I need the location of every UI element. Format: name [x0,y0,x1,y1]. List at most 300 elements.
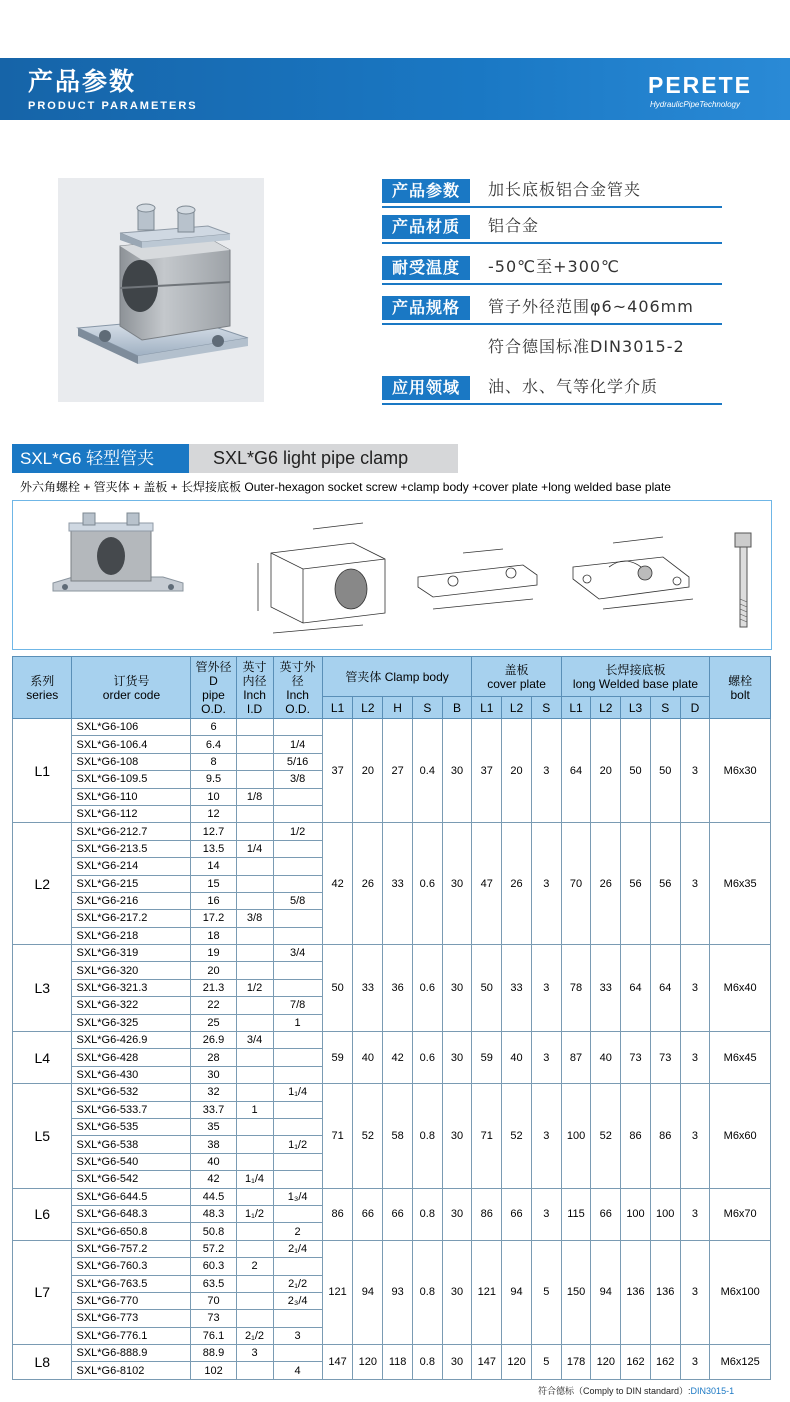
inch-od-cell: 3/8 [273,771,322,788]
order-code-cell: SXL*G6-108 [72,753,191,770]
inch-od-cell: 1₃/4 [273,1188,322,1205]
dimension-cell: 0.4 [412,719,442,823]
dimension-cell: 42 [383,1032,413,1084]
col-inch-id: 英寸 内径 Inch I.D [236,657,273,719]
inch-id-cell [236,1240,273,1257]
subcol-11: S [650,697,680,719]
bolt-cell: M6x100 [710,1240,771,1344]
dimension-cell: 71 [472,1084,502,1188]
table-row [13,1240,771,1257]
inch-od-cell [273,1310,322,1327]
dimension-cell: 30 [442,1084,472,1188]
inch-od-cell [273,858,322,875]
inch-id-cell [236,823,273,840]
dimension-cell: 178 [561,1345,591,1380]
inch-id-cell [236,1275,273,1292]
pipe-od-cell: 13.5 [191,840,236,857]
inch-id-cell: 1 [236,1101,273,1118]
subcol-8: L1 [561,697,591,719]
order-code-cell: SXL*G6-212.7 [72,823,191,840]
inch-od-cell [273,1032,322,1049]
pipe-od-cell: 12 [191,805,236,822]
dimension-cell: 73 [650,1032,680,1084]
dimension-cell: 3 [531,1032,561,1084]
series-cell: L8 [13,1345,72,1380]
inch-id-cell [236,1362,273,1379]
dimension-cell: 0.8 [412,1240,442,1344]
inch-id-cell: 3/4 [236,1032,273,1049]
dimension-cell: 3 [680,945,710,1032]
dimension-cell: 40 [591,1032,621,1084]
inch-id-cell [236,1014,273,1031]
dimension-cell: 162 [621,1345,651,1380]
param-value-temperature: -50℃至+300℃ [488,257,621,276]
series-cell: L6 [13,1188,72,1240]
dimension-cell: 3 [531,1084,561,1188]
dimension-cell: 33 [383,823,413,945]
inch-id-cell [236,1066,273,1083]
dimension-cell: 147 [472,1345,502,1380]
dimension-cell: 33 [591,945,621,1032]
order-code-cell: SXL*G6-110 [72,788,191,805]
pipe-od-cell: 40 [191,1153,236,1170]
dimension-cell: 3 [680,1084,710,1188]
banner-title-cn: 产品参数 [28,67,137,96]
subcol-0: L1 [322,697,353,719]
pipe-od-cell: 6 [191,719,236,736]
inch-id-cell [236,1118,273,1135]
pipe-od-cell: 25 [191,1014,236,1031]
dimension-cell: 94 [591,1240,621,1344]
col-group-cover-plate: 盖板 cover plate [472,657,561,697]
inch-od-cell: 1/4 [273,736,322,753]
order-code-cell: SXL*G6-763.5 [72,1275,191,1292]
inch-id-cell [236,858,273,875]
dimension-cell: 115 [561,1188,591,1240]
bolt-cell: M6x30 [710,719,771,823]
col-group-base-plate: 长焊接底板 long Welded base plate [561,657,710,697]
param-standard: 符合德国标准DIN3015-2 [488,337,685,356]
inch-id-cell [236,1310,273,1327]
inch-od-cell: 3 [273,1327,322,1344]
series-cell: L5 [13,1084,72,1188]
dimension-cell: 52 [591,1084,621,1188]
cover-plate-drawing [418,549,537,609]
product-photo [58,178,264,402]
dimension-cell: 3 [680,1032,710,1084]
table-row [13,1345,771,1362]
dimension-cell: 33 [353,945,383,1032]
inch-od-cell [273,1066,322,1083]
bolt-drawing [735,533,751,627]
dimension-cell: 50 [472,945,502,1032]
order-code-cell: SXL*G6-109.5 [72,771,191,788]
dimension-cell: 0.6 [412,945,442,1032]
inch-od-cell: 1 [273,1014,322,1031]
header-banner [0,58,790,120]
inch-id-cell [236,1223,273,1240]
pipe-od-cell: 44.5 [191,1188,236,1205]
dimension-cell: 30 [442,719,472,823]
inch-id-cell: 1/4 [236,840,273,857]
inch-od-cell [273,805,322,822]
dimension-cell: 94 [353,1240,383,1344]
order-code-cell: SXL*G6-106 [72,719,191,736]
pipe-od-cell: 42 [191,1171,236,1188]
inch-od-cell [273,788,322,805]
dimension-cell: 30 [442,945,472,1032]
dimension-cell: 120 [591,1345,621,1380]
inch-od-cell: 7/8 [273,997,322,1014]
pipe-od-cell: 8 [191,753,236,770]
table-row [13,945,771,962]
dimension-cell: 71 [322,1084,353,1188]
order-code-cell: SXL*G6-644.5 [72,1188,191,1205]
dimension-cell: 0.6 [412,823,442,945]
inch-id-cell [236,1188,273,1205]
dimension-cell: 87 [561,1032,591,1084]
dimension-cell: 64 [561,719,591,823]
dimension-cell: 150 [561,1240,591,1344]
dimension-cell: 59 [322,1032,353,1084]
dimension-cell: 3 [680,823,710,945]
order-code-cell: SXL*G6-216 [72,892,191,909]
dimension-cell: 3 [531,823,561,945]
bolt-cell: M6x60 [710,1084,771,1188]
pipe-od-cell: 76.1 [191,1327,236,1344]
pipe-od-cell: 38 [191,1136,236,1153]
dimension-cell: 86 [650,1084,680,1188]
col-order-code: 订货号 order code [72,657,191,719]
banner-title-en: PRODUCT PARAMETERS [28,100,198,112]
dimension-cell: 5 [531,1240,561,1344]
inch-id-cell [236,962,273,979]
col-bolt: 螺栓 bolt [710,657,771,719]
subcol-4: B [442,697,472,719]
bolt-cell: M6x125 [710,1345,771,1380]
pipe-od-cell: 21.3 [191,979,236,996]
order-code-cell: SXL*G6-8102 [72,1362,191,1379]
pipe-od-cell: 19 [191,945,236,962]
dimension-cell: 37 [472,719,502,823]
pipe-od-cell: 22 [191,997,236,1014]
order-code-cell: SXL*G6-325 [72,1014,191,1031]
table-row [13,823,771,840]
dimension-cell: 3 [680,1240,710,1344]
pipe-od-cell: 88.9 [191,1345,236,1362]
inch-id-cell: 1₁/2 [236,1205,273,1222]
dimension-cell: 100 [561,1084,591,1188]
dimension-cell: 20 [502,719,532,823]
dimension-cell: 94 [502,1240,532,1344]
dimension-cell: 33 [502,945,532,1032]
inch-id-cell [236,927,273,944]
inch-id-cell [236,875,273,892]
inch-od-cell: 5/16 [273,753,322,770]
param-row-material [382,212,722,244]
inch-id-cell [236,736,273,753]
inch-od-cell [273,979,322,996]
inch-od-cell [273,1049,322,1066]
order-code-cell: SXL*G6-535 [72,1118,191,1135]
series-cell: L1 [13,719,72,823]
order-code-cell: SXL*G6-218 [72,927,191,944]
dimension-cell: 66 [353,1188,383,1240]
order-code-cell: SXL*G6-532 [72,1084,191,1101]
inch-od-cell [273,1345,322,1362]
order-code-cell: SXL*G6-540 [72,1153,191,1170]
series-cell: L3 [13,945,72,1032]
order-code-cell: SXL*G6-776.1 [72,1327,191,1344]
bolt-cell: M6x70 [710,1188,771,1240]
order-code-cell: SXL*G6-217.2 [72,910,191,927]
inch-od-cell [273,875,322,892]
pipe-od-cell: 35 [191,1118,236,1135]
pipe-od-cell: 60.3 [191,1258,236,1275]
pipe-od-cell: 73 [191,1310,236,1327]
subcol-1: L2 [353,697,383,719]
dimension-cell: 20 [353,719,383,823]
pipe-od-cell: 12.7 [191,823,236,840]
footer-standard: DIN3015-1 [690,1386,735,1396]
param-value-type: 加长底板铝合金管夹 [488,180,642,199]
inch-id-cell [236,719,273,736]
inch-od-cell: 1₁/4 [273,1084,322,1101]
inch-id-cell: 3/8 [236,910,273,927]
dimension-cell: 30 [442,823,472,945]
brand-logo: PERETE [648,72,753,98]
subcol-9: L2 [591,697,621,719]
dimension-cell: 40 [353,1032,383,1084]
subcol-7: S [531,697,561,719]
order-code-cell: SXL*G6-106.4 [72,736,191,753]
order-code-cell: SXL*G6-542 [72,1171,191,1188]
subcol-12: D [680,697,710,719]
dimension-cell: 40 [502,1032,532,1084]
brand-logo-subtitle: HydraulicPipeTechnology [650,100,740,109]
dimension-cell: 147 [322,1345,353,1380]
dimension-cell: 42 [322,823,353,945]
dimension-cell: 66 [502,1188,532,1240]
dimension-cell: 30 [442,1345,472,1380]
param-value-material: 铝合金 [488,216,540,235]
pipe-od-cell: 63.5 [191,1275,236,1292]
dimension-cell: 3 [680,1345,710,1380]
bolt-cell: M6x45 [710,1032,771,1084]
order-code-cell: SXL*G6-215 [72,875,191,892]
inch-id-cell [236,771,273,788]
bolt-cell: M6x35 [710,823,771,945]
dimension-cell: 20 [591,719,621,823]
inch-od-cell [273,1205,322,1222]
table-row [13,1032,771,1049]
param-row-temperature [382,253,722,285]
inch-od-cell: 1₁/2 [273,1136,322,1153]
order-code-cell: SXL*G6-648.3 [72,1205,191,1222]
order-code-cell: SXL*G6-428 [72,1049,191,1066]
table-row [13,719,771,736]
pipe-od-cell: 17.2 [191,910,236,927]
order-code-cell: SXL*G6-773 [72,1310,191,1327]
pipe-od-cell: 30 [191,1066,236,1083]
inch-id-cell [236,997,273,1014]
dimension-cell: 26 [502,823,532,945]
dimension-cell: 86 [322,1188,353,1240]
inch-id-cell: 1/8 [236,788,273,805]
dimension-cell: 26 [591,823,621,945]
technical-drawings [12,500,772,650]
order-code-cell: SXL*G6-321.3 [72,979,191,996]
dimension-cell: 136 [621,1240,651,1344]
inch-id-cell: 2₁/2 [236,1327,273,1344]
inch-od-cell [273,719,322,736]
param-row-application [382,373,722,405]
col-pipe-od: 管外径 D pipe O.D. [191,657,236,719]
inch-id-cell [236,805,273,822]
inch-id-cell [236,892,273,909]
order-code-cell: SXL*G6-538 [72,1136,191,1153]
order-code-cell: SXL*G6-533.7 [72,1101,191,1118]
inch-id-cell: 1/2 [236,979,273,996]
pipe-od-cell: 26.9 [191,1032,236,1049]
inch-od-cell: 2₃/4 [273,1292,322,1309]
subcol-10: L3 [621,697,651,719]
series-cell: L7 [13,1240,72,1344]
inch-id-cell [236,1292,273,1309]
inch-od-cell [273,1153,322,1170]
dimension-cell: 86 [472,1188,502,1240]
dimension-cell: 118 [383,1345,413,1380]
param-label-material: 产品材质 [382,215,470,239]
pipe-od-cell: 18 [191,927,236,944]
dimension-cell: 30 [442,1240,472,1344]
pipe-od-cell: 33.7 [191,1101,236,1118]
pipe-od-cell: 57.2 [191,1240,236,1257]
pipe-od-cell: 6.4 [191,736,236,753]
dimension-cell: 58 [383,1084,413,1188]
dimension-cell: 121 [322,1240,353,1344]
inch-id-cell: 1₁/4 [236,1171,273,1188]
dimension-cell: 50 [621,719,651,823]
pipe-od-cell: 102 [191,1362,236,1379]
section-title-cn: SXL*G6 轻型管夹 [12,444,189,473]
dimension-cell: 0.6 [412,1032,442,1084]
dimension-cell: 3 [680,719,710,823]
param-label-temperature: 耐受温度 [382,256,470,280]
inch-od-cell [273,840,322,857]
table-row [13,1084,771,1101]
inch-id-cell: 2 [236,1258,273,1275]
dimension-cell: 56 [650,823,680,945]
inch-od-cell [273,1258,322,1275]
order-code-cell: SXL*G6-214 [72,858,191,875]
pipe-od-cell: 32 [191,1084,236,1101]
dimension-cell: 136 [650,1240,680,1344]
subcol-2: H [383,697,413,719]
clamp-photo-small [53,513,183,591]
inch-id-cell [236,945,273,962]
dimension-cell: 50 [322,945,353,1032]
dimension-cell: 3 [531,1188,561,1240]
order-code-cell: SXL*G6-888.9 [72,1345,191,1362]
order-code-cell: SXL*G6-319 [72,945,191,962]
section-description: 外六角螺栓 + 管夹体 + 盖板 + 长焊接底板 Outer-hexagon socket screw +clamp body +cover plate +long welded base plate [20,480,671,494]
inch-od-cell: 1/2 [273,823,322,840]
param-row-spec [382,293,722,325]
order-code-cell: SXL*G6-650.8 [72,1223,191,1240]
dimension-cell: 66 [383,1188,413,1240]
inch-id-cell [236,1049,273,1066]
order-code-cell: SXL*G6-213.5 [72,840,191,857]
pipe-od-cell: 50.8 [191,1223,236,1240]
order-code-cell: SXL*G6-760.3 [72,1258,191,1275]
dimension-cell: 0.8 [412,1188,442,1240]
section-title-en: SXL*G6 light pipe clamp [189,444,458,473]
pipe-od-cell: 20 [191,962,236,979]
inch-od-cell: 2₁/2 [273,1275,322,1292]
dimension-cell: 56 [621,823,651,945]
dimension-cell: 3 [531,719,561,823]
dimension-cell: 52 [502,1084,532,1188]
dimension-cell: 27 [383,719,413,823]
param-value-spec: 管子外径范围φ6~406mm [488,297,694,316]
inch-od-cell [273,910,322,927]
inch-id-cell [236,753,273,770]
dimension-cell: 78 [561,945,591,1032]
inch-od-cell [273,1118,322,1135]
inch-od-cell: 3/4 [273,945,322,962]
col-series: 系列 series [13,657,72,719]
order-code-cell: SXL*G6-320 [72,962,191,979]
dimension-cell: 52 [353,1084,383,1188]
footer-note-text: 符合德标（Comply to DIN standard）: [538,1386,691,1396]
pipe-od-cell: 15 [191,875,236,892]
bolt-cell: M6x40 [710,945,771,1032]
dimension-cell: 0.8 [412,1345,442,1380]
series-cell: L4 [13,1032,72,1084]
subcol-5: L1 [472,697,502,719]
subcol-3: S [412,697,442,719]
order-code-cell: SXL*G6-430 [72,1066,191,1083]
inch-od-cell [273,1101,322,1118]
subcol-6: L2 [502,697,532,719]
dimension-cell: 70 [561,823,591,945]
order-code-cell: SXL*G6-426.9 [72,1032,191,1049]
order-code-cell: SXL*G6-112 [72,805,191,822]
table-row [13,1188,771,1205]
pipe-od-cell: 16 [191,892,236,909]
inch-id-cell: 3 [236,1345,273,1362]
order-code-cell: SXL*G6-757.2 [72,1240,191,1257]
dimension-cell: 93 [383,1240,413,1344]
dimension-cell: 64 [621,945,651,1032]
param-label-application: 应用领域 [382,376,470,400]
dimension-cell: 30 [442,1032,472,1084]
inch-od-cell [273,1171,322,1188]
pipe-od-cell: 70 [191,1292,236,1309]
inch-od-cell: 4 [273,1362,322,1379]
dimension-cell: 5 [531,1345,561,1380]
dimension-cell: 100 [621,1188,651,1240]
inch-id-cell [236,1153,273,1170]
dimension-cell: 37 [322,719,353,823]
param-label-spec: 产品规格 [382,296,470,320]
pipe-od-cell: 10 [191,788,236,805]
dimension-cell: 100 [650,1188,680,1240]
inch-od-cell [273,927,322,944]
pipe-od-cell: 9.5 [191,771,236,788]
param-row-type [382,176,722,208]
